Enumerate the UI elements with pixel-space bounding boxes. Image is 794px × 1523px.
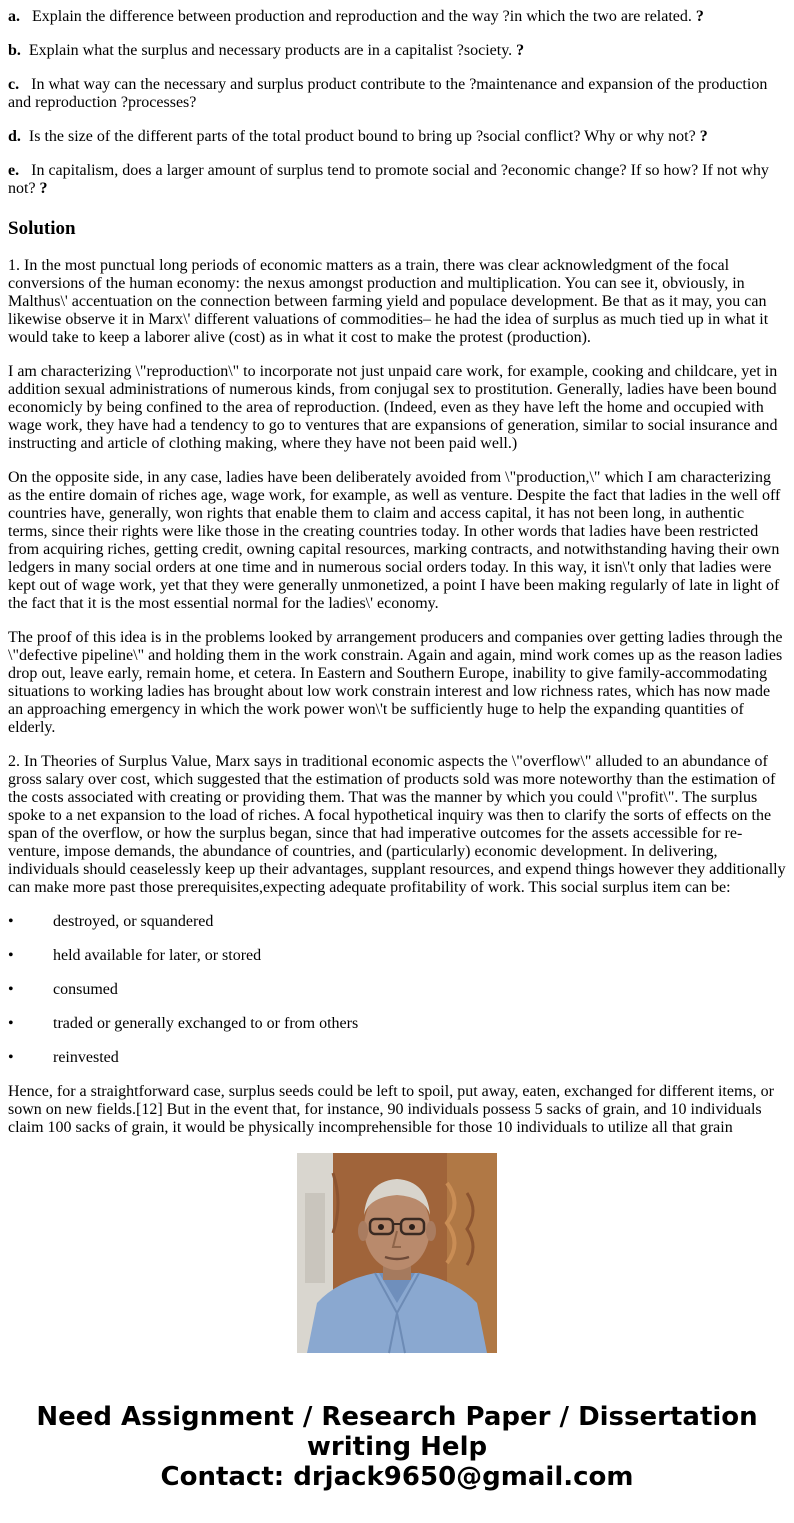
question-item — [8, 128, 786, 146]
question-mark: ? — [695, 8, 704, 25]
bullet-icon: • — [8, 1049, 14, 1066]
list-item-text: consumed — [53, 981, 118, 998]
contact-banner — [0, 1402, 794, 1492]
question-text: In what way can the necessary and surplus product contribute to the ?maintenance and expansion of the production and reproduction ?processes? — [8, 76, 768, 111]
question-item — [8, 76, 786, 112]
list-item-text: traded or generally exchanged to or from others — [53, 1015, 359, 1032]
question-item — [8, 8, 786, 26]
question-mark: ? — [699, 128, 708, 145]
question-text: Explain what the surplus and necessary products are in a capitalist ?society. — [28, 42, 513, 59]
bullet-icon: • — [8, 913, 14, 930]
solution-paragraph: 1. In the most punctual long periods of economic matters as a train, there was clear acknowledgment of the focal conversions of the human economy: the nexus amongst production and multiplication. You can see it, obviously, in Malthus\' accentuation on the connection between farming yield and populace development. Be that as it may, you can likewise observe it in Marx\' different valuations of commodities– he had the idea of surplus as much tied up in what it would take to keep a laborer alive (cost) as in what it cost to make the protest (production). — [8, 257, 769, 346]
question-letter: b. — [8, 42, 21, 59]
question-list — [8, 8, 786, 198]
bullet-icon: • — [8, 981, 14, 998]
list-item-text: held available for later, or stored — [53, 947, 262, 964]
author-avatar — [297, 1153, 497, 1353]
solution-paragraph: I am characterizing \"reproduction\" to incorporate not just unpaid care work, for example, cooking and childcare, yet in addition sexual administrations of numerous kinds, from conjugal sex to prostitution. Generally, ladies have been bound economicly by being confined to the area of reproduction. (Indeed, even as they have left the home and occupied with wage work, they have had a tendency to go to ventures that are expansions of generation, similar to social insurance and instructing and article of clothing making, where they have not been paid well.) — [8, 363, 778, 452]
solution-paragraph: On the opposite side, in any case, ladies have been deliberately avoided from \"production,\" which I am characterizing as the entire domain of riches age, wage work, for example, as well as venture. Despite the fact that ladies in the well off countries have, generally, won rights that enable them to claim and access capital, it has not been long, in authentic terms, since their rights were like those in the creating countries today. In other words that ladies have been restricted from acquiring riches, getting credit, owning capital resources, marking contracts, and notwithstanding having their own ledgers in many social orders at one time and in numerous social orders today. In this way, it isn\'t only that ladies were kept out of wage work, yet that they were generally unmonetized, a point I have been making regularly of late in light of the fact that it is the most essential normal for the ladies\' economy. — [8, 469, 781, 612]
solution-paragraph: 2. In Theories of Surplus Value, Marx says in traditional economic aspects the \"overflow\" alluded to an abundance of gross salary over cost, which suggested that the estimation of products sold was more noteworthy than the estimation of the costs associated with creating or providing them. That was the manner by which you could \"profit\". The surplus spoke to a net expansion to the load of riches. A focal hypothetical inquiry was then to clarify the sorts of effects on the span of the overflow, or how the surplus began, since that had imperative outcomes for the assets accessible for re-venture, impose demands, the abundance of countries, and (particularly) economic development. In delivering, individuals should ceaselessly keep up their advantages, supplant resources, and expend things however they additionally can make more past those prerequisites,expecting adequate profitability of work. This social surplus item can be: — [8, 753, 786, 896]
list-item-text: destroyed, or squandered — [53, 913, 214, 930]
banner-line: Need Assignment / Research Paper / Dissertation — [36, 1402, 758, 1432]
list-item — [8, 913, 786, 931]
question-letter: c. — [8, 76, 20, 93]
solution-paragraph: The proof of this idea is in the problems looked by arrangement producers and companies over getting ladies through the \"defective pipeline\" and holding them in the work constrain. Again and again, mind work comes up as the reason ladies drop out, leave early, remain home, et cetera. In Eastern and Southern Europe, inability to give family-accommodating situations to working ladies has brought about low work constrain interest and low richness rates, which has now made an approaching emergency in which the work power won\'t be sufficiently huge to help the expanding quantities of elderly. — [8, 629, 783, 736]
question-text: Explain the difference between production and reproduction and the way ?in which the two are related. — [32, 8, 692, 25]
solution-heading: Solution — [8, 218, 76, 239]
list-item — [8, 1049, 786, 1067]
contact-email: Contact: drjack9650@gmail.com — [160, 1462, 634, 1492]
surplus-uses-list — [8, 913, 786, 1067]
question-letter: a. — [8, 8, 20, 25]
bullet-icon: • — [8, 947, 14, 964]
question-item — [8, 42, 786, 60]
banner-line: writing Help — [306, 1432, 488, 1462]
list-item — [8, 947, 786, 965]
question-item — [8, 162, 786, 198]
list-item-text: reinvested — [53, 1049, 119, 1066]
question-mark: ? — [516, 42, 525, 59]
solution-closing-paragraph: Hence, for a straightforward case, surplus seeds could be left to spoil, put away, eaten, exchanged for different items, or sown on new fields.[12] But in the event that, for instance, 90 individuals possess 5 sacks of grain, and 10 individuals claim 100 sacks of grain, it would be physically incomprehensible for those 10 individuals to utilize all that grain — [8, 1083, 774, 1136]
question-letter: d. — [8, 128, 21, 145]
question-text: Is the size of the different parts of the total product bound to bring up ?social conflict? Why or why not? — [28, 128, 696, 145]
list-item — [8, 981, 786, 999]
person-photo-icon — [297, 1153, 497, 1353]
question-letter: e. — [8, 162, 20, 179]
bullet-icon: • — [8, 1015, 14, 1032]
question-text: In capitalism, does a larger amount of surplus tend to promote social and ?economic change? If so how? If not why not? — [8, 162, 769, 197]
question-mark: ? — [39, 180, 48, 197]
list-item — [8, 1015, 786, 1033]
article-content — [8, 0, 786, 1136]
